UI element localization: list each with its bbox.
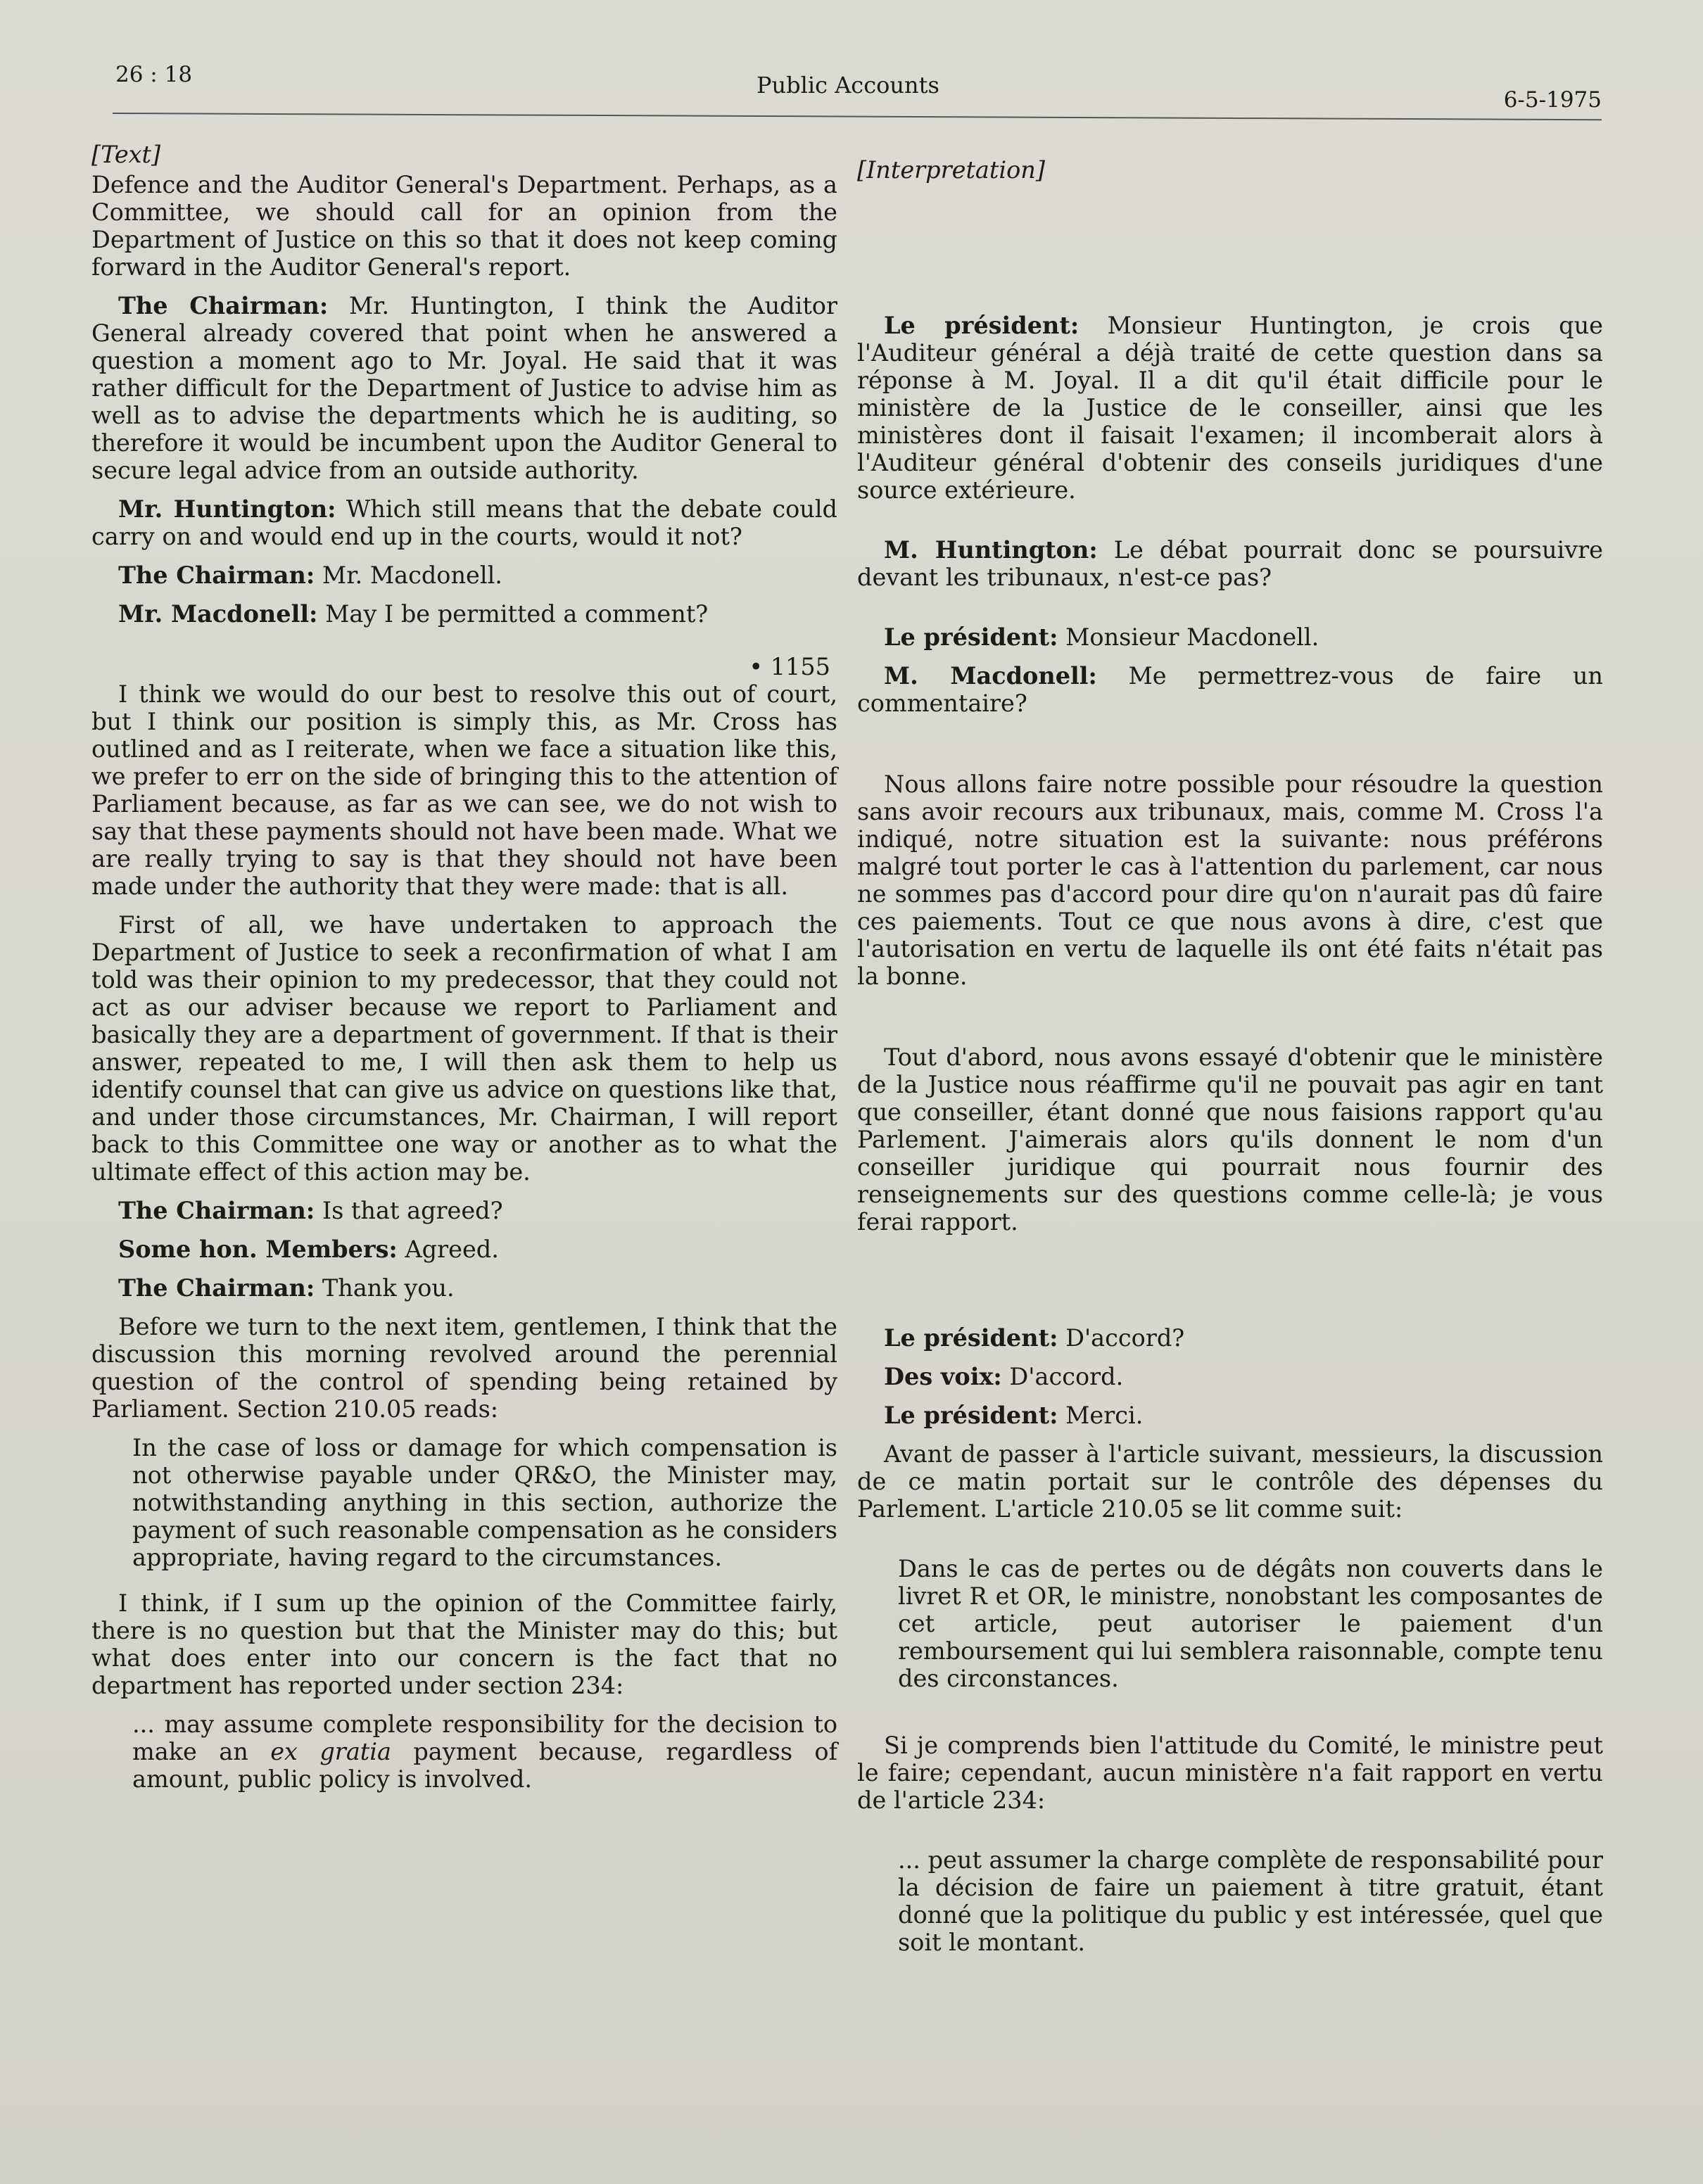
speaker: Mr. Huntington: (118, 495, 336, 523)
quote-text: payment because, regardless of amount, public policy is involved. (132, 1738, 837, 1793)
text-tag: [Text] (91, 141, 161, 168)
speech (857, 662, 1603, 717)
speaker: Le président: (884, 1402, 1058, 1429)
french-column (857, 156, 1603, 1974)
paragraph: Nous allons faire notre possible pour résoudre la question sans avoir recours aux tribunaux, mais, comme M. Cross l'a indiqué, notre situation est la suivante: nous préférons malgré tout porter le cas à l'attention du parlement, car nous ne sommes pas d'accord pour dire qu'on n'aurait pas dû faire ces paiements. Tout ce que nous avons à dire, c'est que l'autorisation en vertu de laquelle ils ont été faits n'était pas la bonne. (857, 770, 1603, 990)
speaker: Des voix: (884, 1363, 1002, 1390)
publication-title: Public Accounts (756, 72, 939, 99)
speech-text: Le débat pourrait donc se poursuivre devant les tribunaux, n'est-ce pas? (857, 536, 1603, 591)
interpretation-tag: [Interpretation] (857, 156, 1045, 184)
speech-text: D'accord. (1001, 1363, 1124, 1390)
speech-text: Monsieur Huntington, je crois que l'Auditeur général a déjà traité de cette question dans sa réponse à M. Joyal. Il a dit qu'il était difficile pour le ministère de la Justice de le conseiller, ainsi que les ministères dont il faisait l'examen; il incomberait alors à l'Auditeur général d'obtenir des conseils juridiques d'une source extérieure. (857, 312, 1603, 504)
speech-text: Which still means that the debate could carry on and would end up in the courts, would it not? (91, 495, 837, 550)
quote-text: ... may assume complete responsibility for the decision to make an (132, 1710, 837, 1765)
speech-text: Mr. Huntington, I think the Auditor General already covered that point when he answered a question a moment ago to Mr. Joyal. He said that it was rather difficult for the Department of Justice to advise him as well as to advise the departments which he is auditing, so therefore it would be incumbent upon the Auditor General to secure legal advice from an outside authority. (91, 292, 837, 484)
speaker: Le président: (884, 312, 1080, 339)
paragraph: I think, if I sum up the opinion of the Committee fairly, there is no question but that the Minister may do this; but what does enter into our concern is the fact that no department has reported under section 234: (91, 1589, 837, 1699)
speaker: Mr. Macdonell: (118, 600, 318, 628)
speaker: The Chairman: (118, 292, 329, 319)
speaker: The Chairman: (118, 1197, 315, 1224)
page-header (113, 59, 1602, 122)
english-column (91, 141, 837, 1811)
speaker: Le président: (884, 623, 1058, 651)
speaker: Le président: (884, 1324, 1058, 1352)
speech (91, 292, 837, 484)
paragraph: I think we would do our best to resolve this out of court, but I think our position is simply this, as Mr. Cross has outlined and as I reiterate, when we face a situation like this, we prefer to err on the side of bringing this to the attention of Parliament because, as far as we can see, we do not wish to say that these payments should not have been made. What we are really trying to say is that they should not have been made under the authority that they were made: that is all. (91, 680, 837, 900)
quote-emphasis: ex gratia (270, 1738, 391, 1765)
paragraph: Defence and the Auditor General's Department. Perhaps, as a Committee, we should call for an opinion from the Department of Justice on this so that it does not keep coming forward in the Auditor General's report. (91, 171, 837, 281)
speaker: The Chairman: (118, 561, 315, 589)
speaker: M. Macdonell: (884, 662, 1097, 690)
speech-text: D'accord? (1058, 1324, 1185, 1352)
speech (91, 1274, 837, 1302)
speech (857, 312, 1603, 504)
speech (91, 1197, 837, 1224)
speech (91, 561, 837, 589)
speech (857, 536, 1603, 591)
page-reference: 26 : 18 (115, 62, 193, 87)
speech-text: May I be permitted a comment? (317, 600, 709, 628)
speech (857, 1402, 1603, 1429)
header-rule (113, 113, 1602, 120)
time-marker: • 1155 (749, 653, 830, 680)
speech-text: Mr. Macdonell. (315, 561, 502, 589)
block-quote: In the case of loss or damage for which compensation is not otherwise payable under QR&O, the Minister may, notwithstanding anything in this section, authorize the payment of such reasonable compensation as he considers appropriate, having regard to the circumstances. (132, 1434, 837, 1571)
paragraph: Si je comprends bien l'attitude du Comité, le ministre peut le faire; cependant, aucun ministère n'a fait rapport en vertu de l'article 234: (857, 1732, 1603, 1814)
speech (857, 623, 1603, 651)
issue-date: 6-5-1975 (1503, 87, 1602, 113)
paragraph: Tout d'abord, nous avons essayé d'obtenir que le ministère de la Justice nous réaffirme qu'il ne pouvait pas agir en tant que conseiller, étant donné que nous faisions rapport qu'au Parlement. J'aimerais alors qu'ils donnent le nom d'un conseiller juridique qui pourrait nous fournir des renseignements sur des questions comme celle-là; je vous ferai rapport. (857, 1043, 1603, 1236)
block-quote (132, 1710, 837, 1793)
block-quote: Dans le cas de pertes ou de dégâts non couverts dans le livret R et OR, le ministre, nonobstant les composantes de cet article, peut autoriser le paiement d'un remboursement qui lui semblera raisonnable, compte tenu des circonstances. (898, 1555, 1603, 1692)
speaker: M. Huntington: (884, 536, 1098, 564)
speech (857, 1363, 1603, 1390)
speech-text: Merci. (1058, 1402, 1144, 1429)
speech-text: Thank you. (315, 1274, 455, 1302)
speech (91, 1236, 837, 1263)
paragraph: Avant de passer à l'article suivant, messieurs, la discussion de ce matin portait sur le contrôle des dépenses du Parlement. L'article 210.05 se lit comme suit: (857, 1440, 1603, 1523)
speech-text: Agreed. (397, 1236, 499, 1263)
speech (91, 495, 837, 550)
paragraph: First of all, we have undertaken to approach the Department of Justice to seek a reconfirmation of what I am told was their opinion to my predecessor, that they could not act as our adviser because we report to Parliament and basically they are a department of government. If that is their answer, repeated to me, I will then ask them to help us identify counsel that can give us advice on questions like that, and under those circumstances, Mr. Chairman, I will report back to this Committee one way or another as to what the ultimate effect of this action may be. (91, 911, 837, 1186)
speech-text: Monsieur Macdonell. (1058, 623, 1319, 651)
speech (857, 1324, 1603, 1352)
speech-text: Me permettrez-vous de faire un commentaire? (857, 662, 1603, 717)
speech-text: Is that agreed? (315, 1197, 503, 1224)
block-quote: ... peut assumer la charge complète de responsabilité pour la décision de faire un paiement à titre gratuit, étant donné que la politique du public y est intéressée, quel que soit le montant. (898, 1846, 1603, 1956)
paragraph: Before we turn to the next item, gentlemen, I think that the discussion this morning revolved around the perennial question of the control of spending being retained by Parliament. Section 210.05 reads: (91, 1313, 837, 1423)
speaker: The Chairman: (118, 1274, 315, 1302)
speaker: Some hon. Members: (118, 1236, 398, 1263)
speech (91, 600, 837, 628)
